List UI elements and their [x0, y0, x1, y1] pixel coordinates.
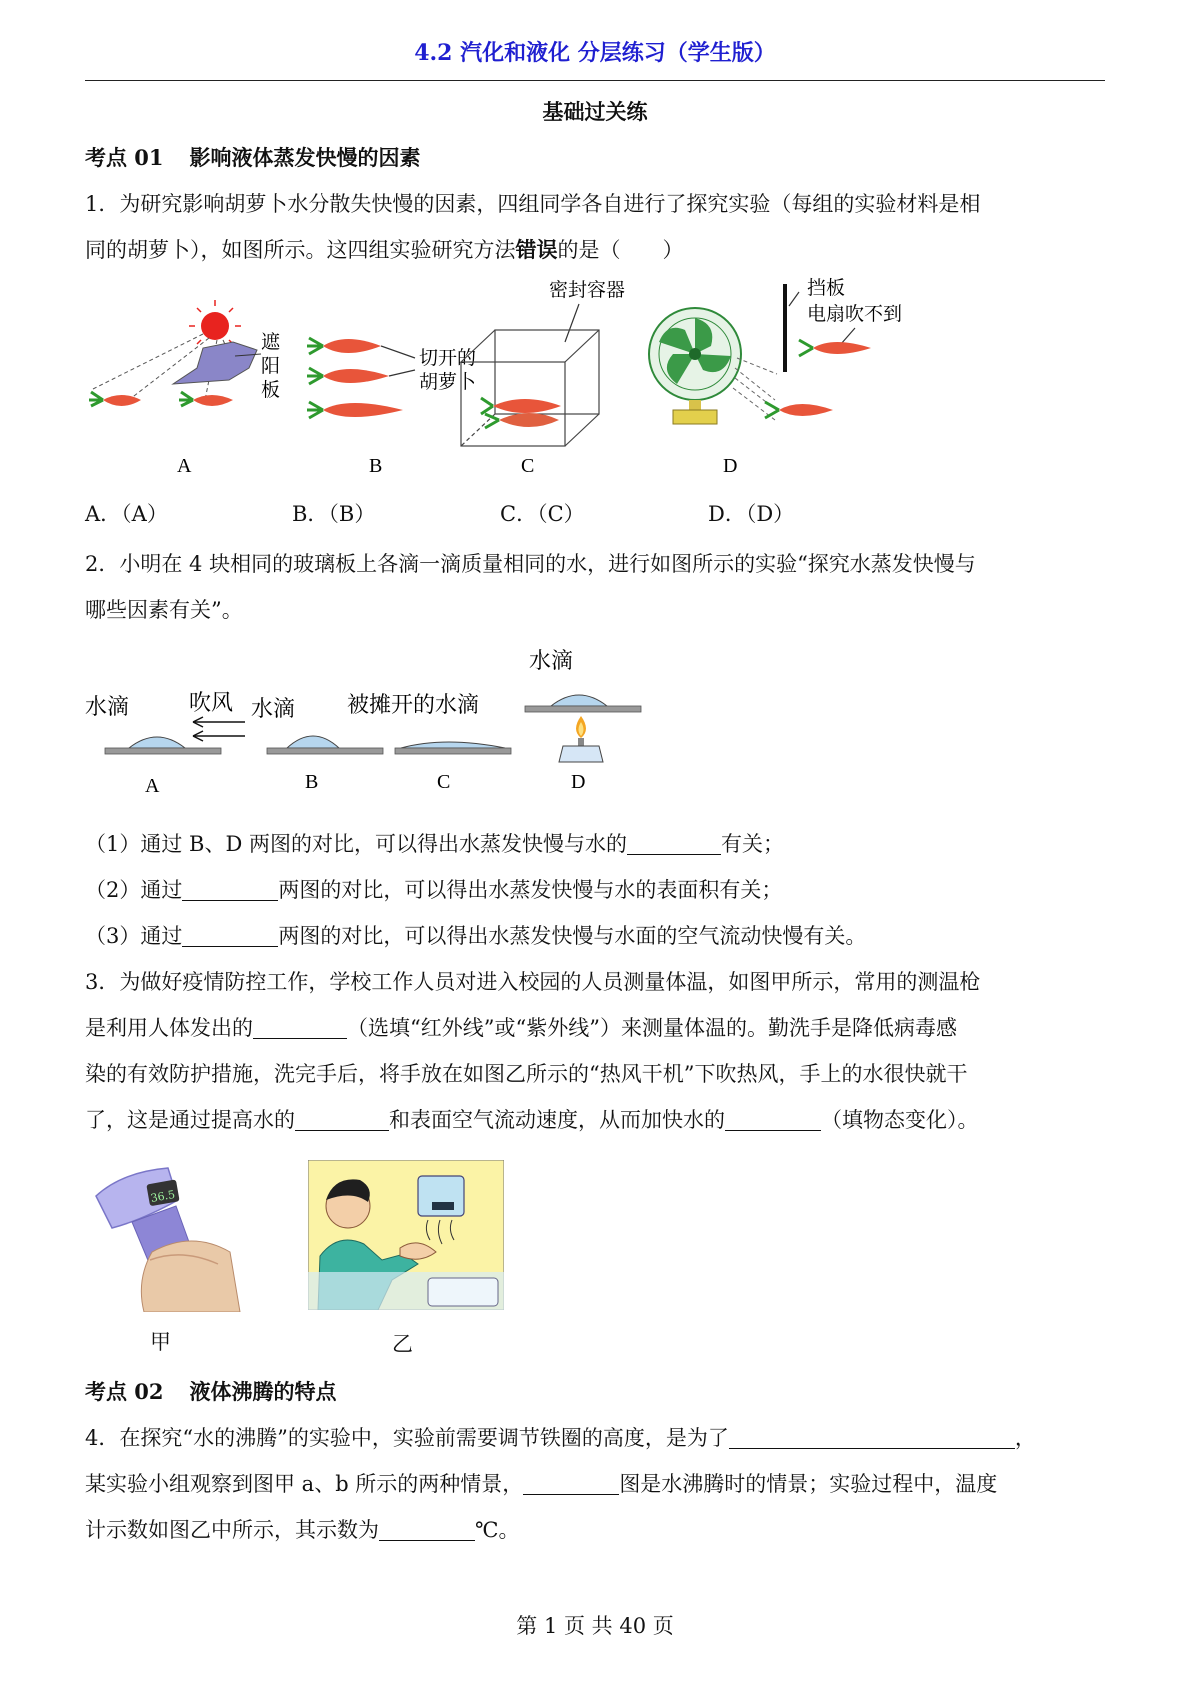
q2-sub3: （3）通过 两图的对比，可以得出水蒸发快慢与水面的空气流动快慢有关。 — [85, 924, 867, 948]
baffle-label: 挡板 — [807, 277, 846, 299]
q4-line2: 某实验小组观察到图甲 a、b 所示的两种情景， 图是水沸腾时的情景；实验过程中，温度 — [85, 1472, 998, 1496]
carrot-icon — [485, 413, 559, 428]
fig-b-caption: B — [369, 455, 383, 477]
q2-caption-c: C — [437, 771, 451, 792]
kp1-title: 影响液体蒸发快慢的因素 — [189, 145, 421, 170]
fig-d-caption: D — [723, 455, 738, 477]
kp1-number: 考点 01 — [85, 145, 164, 170]
carrot-icon — [799, 340, 871, 356]
glass-plate — [267, 748, 383, 754]
kp2-heading — [85, 1376, 337, 1406]
no-wind-label: 电扇吹不到 — [807, 303, 903, 325]
carrot-icon — [89, 392, 141, 406]
answer-blank[interactable] — [725, 1108, 821, 1131]
caption-jia: 甲 — [150, 1330, 171, 1354]
drop-label-b: 水滴 — [251, 697, 296, 722]
page-number: 第 1 页 共 40 页 — [516, 1614, 674, 1638]
carrot-icon — [307, 368, 389, 384]
alcohol-lamp-icon — [559, 716, 603, 762]
answer-blank[interactable] — [729, 1426, 1015, 1449]
q1-emphasis: 错误 — [515, 237, 558, 262]
q2-figure — [85, 636, 665, 792]
option-d[interactable]: D．（D） — [708, 502, 795, 526]
q4-line1: 4．在探究“水的沸腾”的实验中，实验前需要调节铁圈的高度，是为了 ， — [85, 1426, 1036, 1450]
q2-caption-d: D — [571, 771, 586, 792]
kp2-title: 液体沸腾的特点 — [189, 1379, 337, 1404]
carrot-icon — [307, 338, 381, 354]
carrot-icon — [179, 392, 233, 406]
cut-label-1: 切开的 — [419, 347, 477, 369]
section-title: 基础过关练 — [542, 99, 648, 124]
q3-line1: 3．为做好疫情防控工作，学校工作人员对进入校园的人员测量体温，如图甲所示，常用的测温枪 — [85, 970, 981, 994]
answer-blank[interactable] — [253, 1016, 347, 1039]
q2-line1: 2．小明在 4 块相同的玻璃板上各滴一滴质量相同的水，进行如图所示的实验“探究水蒸发快慢与 — [85, 552, 976, 576]
shade-label-1: 遮 — [261, 331, 281, 353]
shade-label-3: 板 — [261, 379, 281, 401]
kp2-number: 考点 02 — [85, 1379, 164, 1404]
glass-plate — [525, 706, 641, 712]
q2-caption-a: A — [145, 775, 160, 792]
carrot-icon — [481, 398, 561, 414]
option-c[interactable]: C．（C） — [500, 502, 585, 526]
answer-blank[interactable] — [627, 832, 721, 855]
q2-sub1: （1）通过 B、D 两图的对比，可以得出水蒸发快慢与水的 有关； — [85, 832, 784, 856]
q2-sub2: （2）通过 两图的对比，可以得出水蒸发快慢与水的表面积有关； — [85, 878, 783, 902]
hand-dryer-icon — [418, 1176, 464, 1216]
q1-line2: 同的胡萝卜），如图所示。这四组实验研究方法错误的是（ ） — [85, 237, 684, 262]
q2-caption-b: B — [305, 771, 319, 792]
kp1-heading — [85, 142, 421, 172]
thermo-reading: 36.5 — [149, 1187, 177, 1205]
q3-line2: 是利用人体发出的 （选填“红外线”或“紫外线”）来测量体温的。勤洗手是降低病毒感 — [85, 1016, 957, 1040]
shade-board — [173, 342, 257, 384]
caption-yi: 乙 — [392, 1332, 413, 1356]
spread-water — [401, 742, 505, 748]
fig-a-caption: A — [177, 455, 192, 477]
header-rule — [85, 80, 1105, 81]
figure-a-wind — [85, 691, 245, 792]
answer-blank[interactable] — [295, 1108, 389, 1131]
fan-icon — [649, 308, 741, 424]
shade-label-2: 阳 — [261, 355, 281, 377]
figure-c-sealed-container — [461, 279, 625, 477]
q1-figure — [85, 272, 965, 494]
q3-line3: 染的有效防护措施，洗完手后，将手放在如图乙所示的“热风干机”下吹热风，手上的水很快就干 — [85, 1062, 968, 1086]
carrot-icon — [765, 402, 833, 418]
water-drop — [287, 736, 339, 748]
spread-label: 被摊开的水滴 — [347, 693, 480, 718]
q1-line1: 1．为研究影响胡萝卜水分散失快慢的因素，四组同学各自进行了探究实验（每组的实验材料是相 — [85, 192, 981, 216]
q2-line2: 哪些因素有关”。 — [85, 598, 243, 622]
page-title: 4.2 汽化和液化 分层练习（学生版） — [414, 40, 776, 66]
thermometer-gun-image — [92, 1160, 242, 1312]
q3-line4: 了，这是通过提高水的 和表面空气流动速度，从而加快水的 （填物态变化）。 — [85, 1108, 979, 1132]
answer-blank[interactable] — [182, 924, 278, 947]
container-label: 密封容器 — [549, 279, 626, 301]
answer-blank[interactable] — [379, 1518, 475, 1541]
drop-label-a: 水滴 — [85, 695, 130, 720]
option-b[interactable]: B．（B） — [292, 502, 376, 526]
glass-plate — [395, 748, 511, 754]
figure-c-spread — [347, 693, 511, 792]
fig-c-caption: C — [521, 455, 535, 477]
answer-blank[interactable] — [182, 878, 278, 901]
water-drop — [551, 695, 607, 706]
option-a[interactable]: A．（A） — [85, 502, 168, 526]
cut-label-2: 胡萝卜 — [419, 371, 477, 393]
answer-blank[interactable] — [523, 1472, 619, 1495]
carrot-icon — [307, 402, 403, 418]
hand-dryer-image — [308, 1160, 504, 1310]
wind-arrow-icon — [193, 717, 245, 741]
wind-label: 吹风 — [189, 691, 234, 716]
figure-b-carrots — [307, 338, 476, 477]
q4-line3: 计示数如图乙中所示，其示数为 ℃。 — [85, 1518, 520, 1542]
figure-d-heated — [525, 649, 641, 792]
figure-a-sun-shade — [89, 300, 281, 477]
glass-plate — [105, 748, 221, 754]
water-drop — [129, 737, 185, 748]
drop-label-d: 水滴 — [529, 649, 574, 674]
figure-d-fan — [649, 277, 902, 477]
